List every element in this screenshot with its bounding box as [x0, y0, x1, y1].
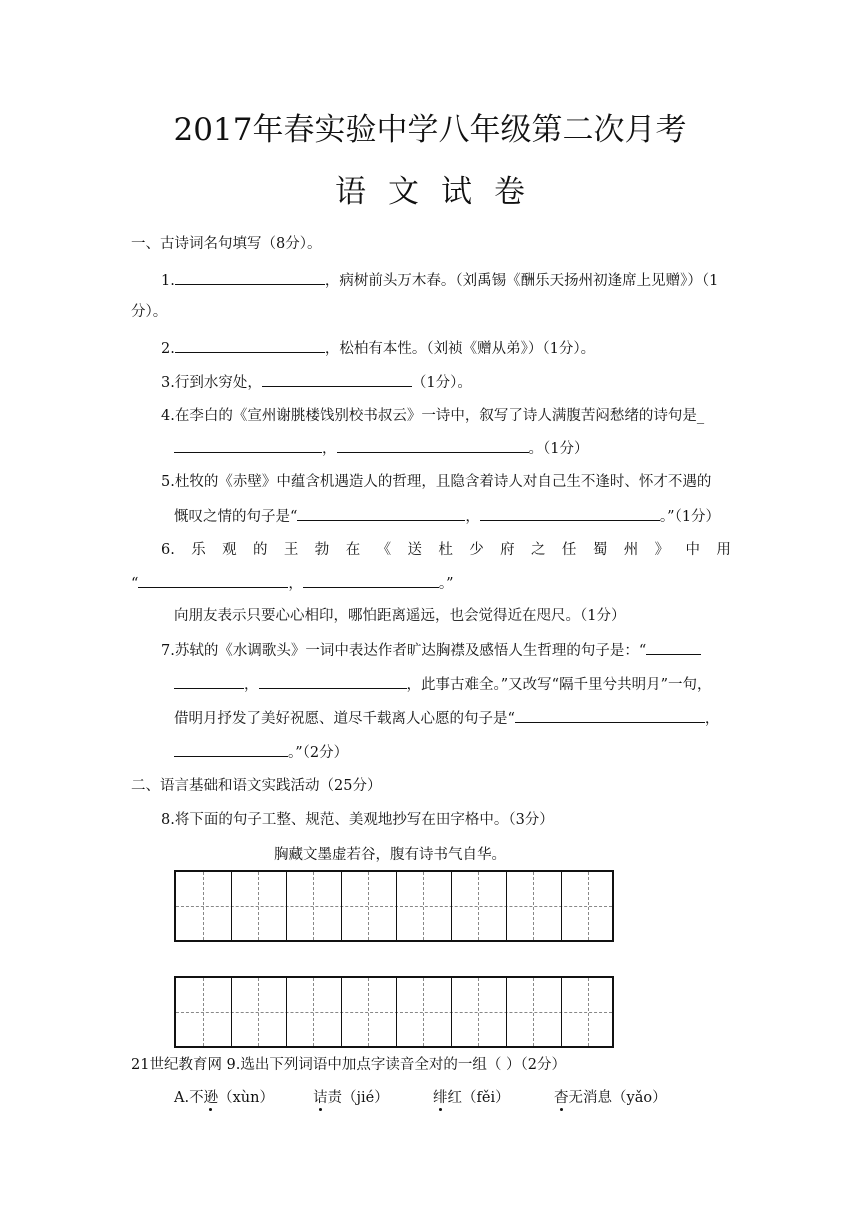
q4-blank-2[interactable] — [337, 438, 529, 453]
q4-line: 4.在李白的《宣州谢朓楼饯别校书叔云》一诗中，叙写了诗人满腹苦闷愁绪的诗句是_ — [161, 408, 705, 424]
q9-option-a-4: 杳无消息（yǎo） — [554, 1090, 667, 1106]
q9-option-a-3: 绯红（fěi） — [433, 1090, 510, 1106]
q5-blank-2[interactable] — [480, 506, 660, 521]
q7-blank-2[interactable] — [259, 674, 407, 689]
q6-line: 6. 乐 观 的 王 勃 在 《 送 杜 少 府 之 任 蜀 州 》 中 用 — [161, 542, 731, 558]
q9-option-a-1: A.不逊（xùn） — [174, 1090, 274, 1106]
q3-line: 3.行到水穷处， （1分）。 — [161, 372, 472, 393]
q1-cont: 分）。 — [131, 304, 168, 320]
q7-blank-1a[interactable] — [646, 640, 701, 655]
exam-subtitle: 语文试卷 — [335, 174, 547, 210]
q7-line2: ， ，此事古难全。”又改写“隔千里兮共明月”一句， — [174, 674, 712, 695]
q9-instruction: 21世纪教育网 9.选出下列词语中加点字读音全对的一组（ ）（2分） — [131, 1057, 566, 1073]
section2-heading: 二、语言基础和语文实践活动（25分） — [131, 778, 382, 794]
q2-line: 2. ，松柏有本性。（刘祯《赠从弟》）（1分）。 — [161, 338, 595, 359]
q5-line2: 慨叹之情的句子是“ ， 。”（1分） — [174, 506, 720, 527]
q7-line4: 。”（2分） — [174, 742, 348, 763]
q1-line: 1. ，病树前头万木春。（刘禹锡《酬乐天扬州初逢席上见赠》）（1 — [161, 270, 718, 291]
q8-sentence: 胸藏文墨虚若谷，腹有诗书气自华。 — [274, 847, 506, 863]
q5-line: 5.杜牧的《赤壁》中蕴含机遇造人的哲理，且隐含着诗人对自己生不逢时、怀才不遇的 — [161, 474, 712, 490]
q4-line2: ， 。（1分） — [174, 438, 588, 459]
q9-option-a-2: 诘责（jié） — [313, 1090, 389, 1106]
tianzige-grid-1[interactable] — [174, 870, 614, 942]
exam-title: 2017年春实验中学八年级第二次月考 — [173, 112, 687, 148]
tianzige-grid-2[interactable] — [174, 976, 614, 1048]
q3-blank[interactable] — [262, 372, 412, 387]
q7-blank-4[interactable] — [174, 742, 288, 757]
q6-blank-1[interactable] — [138, 573, 288, 588]
q7-blank-3[interactable] — [515, 708, 705, 723]
q2-blank[interactable] — [175, 338, 325, 353]
q5-blank-1[interactable] — [297, 506, 465, 521]
q6-line2: “ ， 。” — [131, 573, 454, 594]
q1-blank[interactable] — [175, 270, 325, 285]
q4-blank-1[interactable] — [174, 438, 322, 453]
q7-line3: 借明月抒发了美好祝愿、道尽千载离人心愿的句子是“ ， — [174, 708, 719, 729]
section1-heading: 一、古诗词名句填写（8分）。 — [131, 236, 322, 252]
q6-blank-2[interactable] — [303, 573, 439, 588]
q7-line: 7.苏轼的《水调歌头》一词中表达作者旷达胸襟及感悟人生哲理的句子是：“ — [161, 640, 701, 661]
q8-instruction: 8.将下面的句子工整、规范、美观地抄写在田字格中。（3分） — [161, 812, 554, 828]
q6-line3: 向朋友表示只要心心相印，哪怕距离遥远，也会觉得近在咫尺。（1分） — [174, 608, 626, 624]
q7-blank-1b[interactable] — [174, 674, 244, 689]
